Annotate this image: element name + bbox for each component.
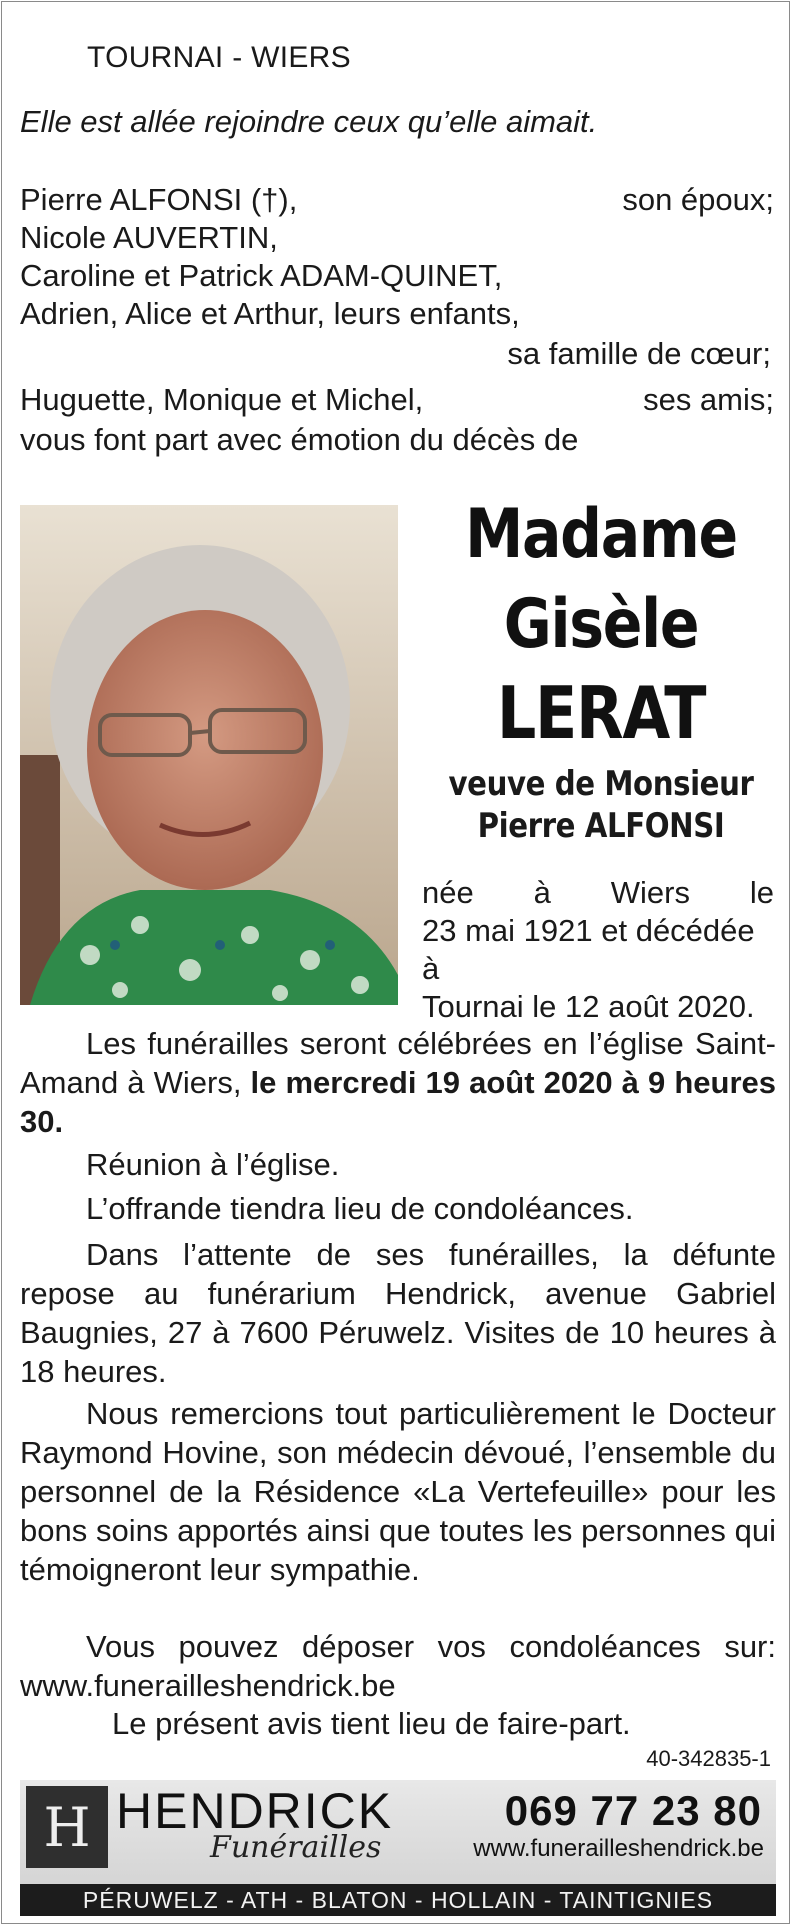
family-line: Caroline et Patrick ADAM-QUINET, [20, 258, 503, 293]
funeral-text: Les funérailles seront célébrées en l’église Saint-Amand à Wiers, [20, 1026, 776, 1100]
announcement-line: vous font part avec émotion du décès de [20, 422, 579, 457]
funeral-home-subtitle: Funérailles [210, 1830, 382, 1865]
thanks-paragraph [20, 1394, 776, 1589]
offering-text: L’offrande tiendra lieu de condoléances. [86, 1191, 634, 1226]
thanks-text: Nous remercions tout particulièrement le Docteur Raymond Hovine, son médecin dévoué, l’ensemble du personnel de la Résidence «La Vertefeuille» pour les bons soins apportés ainsi que toutes les personnes qui témoigneront leur sympathie. [20, 1396, 776, 1587]
tagline: Elle est allée rejoindre ceux qu’elle aimait. [20, 104, 598, 139]
family-line: Nicole AUVERTIN, [20, 220, 278, 255]
family-row-friends [20, 380, 774, 420]
condolences-text: Vous pouvez déposer vos condoléances sur: www.funerailleshendrick.be [20, 1629, 776, 1703]
widow-line-2: Pierre ALFONSI [477, 806, 725, 846]
funeral-home-logo: H [26, 1786, 108, 1868]
birth-word: à [533, 875, 551, 910]
locations-strip: PÉRUWELZ - ATH - BLATON - HOLLAIN - TAINTIGNIES [20, 1884, 776, 1916]
spouse-relation: son époux; [622, 182, 774, 217]
funeral-date: le mercredi 19 août 2020 à 9 heures 30. [20, 1065, 776, 1139]
funeral-home-name: HENDRICK [116, 1783, 394, 1839]
funeral-home-banner [20, 1780, 776, 1916]
reference-number: 40-342835-1 [646, 1746, 771, 1771]
deceased-title: Madame [465, 495, 737, 574]
gathering-paragraph [20, 1145, 776, 1184]
deceased-first-name: Gisèle [503, 585, 699, 664]
location-header: TOURNAI - WIERS [87, 41, 351, 74]
portrait-illustration [20, 505, 398, 1005]
birth-death-info [422, 874, 774, 1026]
notice-closing: Le présent avis tient lieu de faire-part. [112, 1706, 631, 1741]
visitation-text: Dans l’attente de ses funérailles, la défunte repose au funérarium Hendrick, avenue Gabriel Baugnies, 27 à 7600 Péruwelz. Visites de 10 heures à 18 heures. [20, 1237, 776, 1389]
funeral-paragraph [20, 1024, 776, 1141]
friends-names: Huguette, Monique et Michel, [20, 382, 424, 417]
birth-word: le [749, 875, 774, 910]
offering-paragraph [20, 1189, 776, 1228]
gathering-text: Réunion à l’église. [86, 1147, 340, 1182]
friends-relation: ses amis; [643, 382, 774, 417]
condolences-paragraph [20, 1627, 776, 1705]
obituary-notice [1, 1, 790, 1924]
family-relation: sa famille de cœur; [507, 336, 771, 371]
birth-word: Wiers [610, 875, 690, 910]
birth-line-2: 23 mai 1921 et décédée à [422, 913, 755, 986]
family-line: Adrien, Alice et Arthur, leurs enfants, [20, 296, 520, 331]
birth-line-3: Tournai le 12 août 2020. [422, 989, 755, 1024]
widow-line-1: veuve de Monsieur [448, 764, 754, 804]
deceased-last-name: LERAT [496, 671, 706, 755]
spouse-name: Pierre ALFONSI (†), [20, 182, 298, 217]
phone-number: 069 77 23 80 [504, 1787, 762, 1834]
birth-line-1 [422, 874, 774, 912]
portrait-photo [20, 505, 398, 1005]
birth-word: née [422, 875, 474, 910]
family-row-spouse [20, 180, 774, 220]
website-link[interactable]: www.funerailleshendrick.be [473, 1835, 764, 1862]
visitation-paragraph [20, 1235, 776, 1391]
